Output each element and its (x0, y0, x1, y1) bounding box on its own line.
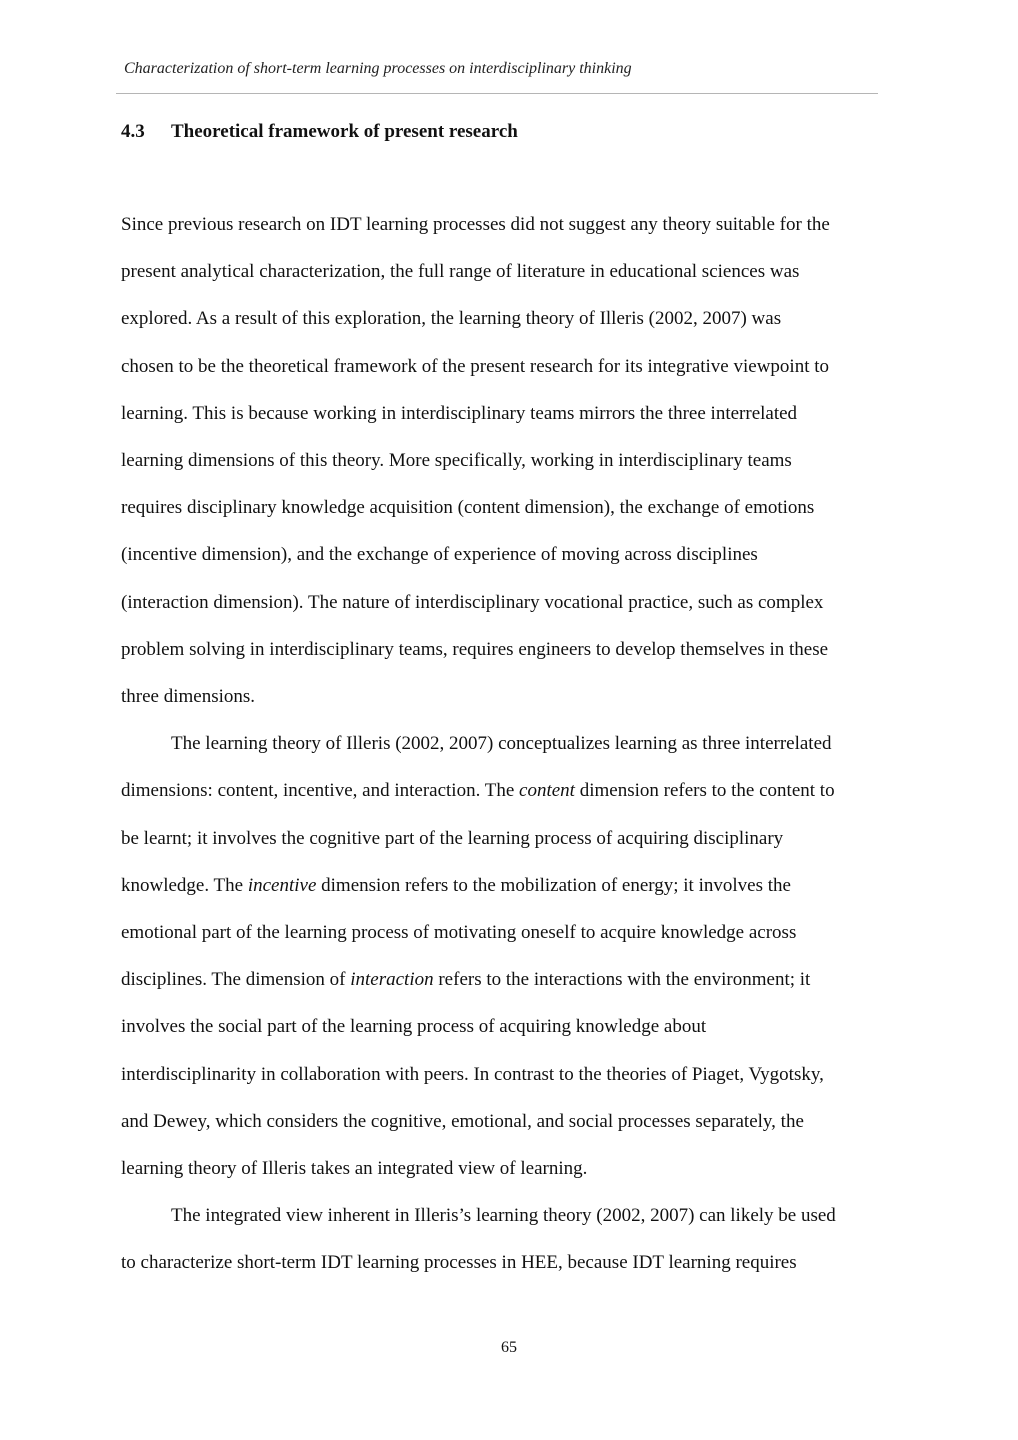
italic-term-incentive: incentive (247, 874, 317, 896)
text-line (121, 767, 911, 814)
text-line: (incentive dimension), and the exchange of experience of moving across disciplines (121, 544, 758, 566)
section-number: 4.3 (121, 121, 145, 142)
body-text (121, 201, 911, 1287)
text-line (121, 862, 911, 909)
text-line: learning dimensions of this theory. More specifically, working in interdisciplinary teams (121, 450, 792, 472)
header-divider (116, 93, 878, 94)
text-line: be learnt; it involves the cognitive part of the learning process of acquiring disciplinary (121, 827, 784, 849)
text-line: requires disciplinary knowledge acquisition (content dimension), the exchange of emotions (121, 497, 815, 519)
running-header: Characterization of short-term learning processes on interdisciplinary thinking (124, 60, 632, 77)
text-line: learning. This is because working in interdisciplinary teams mirrors the three interrelated (121, 402, 798, 424)
text-line: and Dewey, which considers the cognitive, emotional, and social processes separately, the (121, 1110, 804, 1132)
italic-term-interaction: interaction (350, 969, 434, 991)
text-line: involves the social part of the learning process of acquiring knowledge about (121, 1016, 707, 1038)
italic-term-content: content (519, 780, 575, 802)
text-line: present analytical characterization, the full range of literature in educational sciences was (121, 261, 800, 283)
text-line: problem solving in interdisciplinary teams, requires engineers to develop themselves in these (121, 638, 829, 660)
text-line: three dimensions. (121, 686, 256, 708)
text-line: The integrated view inherent in Illeris’s learning theory (2002, 2007) can likely be used (171, 1205, 836, 1227)
text-line: learning theory of Illeris takes an integrated view of learning. (121, 1158, 588, 1180)
text-line: chosen to be the theoretical framework of the present research for its integrative viewpoint to (121, 355, 830, 377)
text-line: to characterize short-term IDT learning processes in HEE, because IDT learning requires (121, 1252, 797, 1274)
text-line: emotional part of the learning process of motivating oneself to acquire knowledge across (121, 922, 797, 944)
text-line: interdisciplinarity in collaboration with peers. In contrast to the theories of Piaget, Vygotsky, (121, 1063, 824, 1085)
text-run: dimension refers to the mobilization of energy; it involves the (316, 874, 791, 896)
paragraph-3 (121, 1192, 911, 1286)
text-run: dimension refers to the content to (574, 780, 835, 802)
text-line (121, 956, 911, 1003)
text-run: knowledge. The (121, 874, 248, 896)
paragraph-1 (121, 201, 911, 720)
text-run: disciplines. The dimension of (121, 969, 351, 991)
page-number: 65 (501, 1339, 517, 1356)
paragraph-2 (121, 720, 911, 1192)
section-heading (121, 121, 518, 143)
section-title: Theoretical framework of present research (171, 121, 518, 142)
text-run: refers to the interactions with the environment; it (433, 969, 811, 991)
text-line: (interaction dimension). The nature of interdisciplinary vocational practice, such as complex (121, 591, 824, 613)
text-line: The learning theory of Illeris (2002, 2007) conceptualizes learning as three interrelated (171, 733, 832, 755)
text-line: explored. As a result of this exploration, the learning theory of Illeris (2002, 2007) was (121, 308, 782, 330)
text-line: Since previous research on IDT learning processes did not suggest any theory suitable for the (121, 214, 830, 235)
text-run: dimensions: content, incentive, and interaction. The (121, 780, 520, 802)
